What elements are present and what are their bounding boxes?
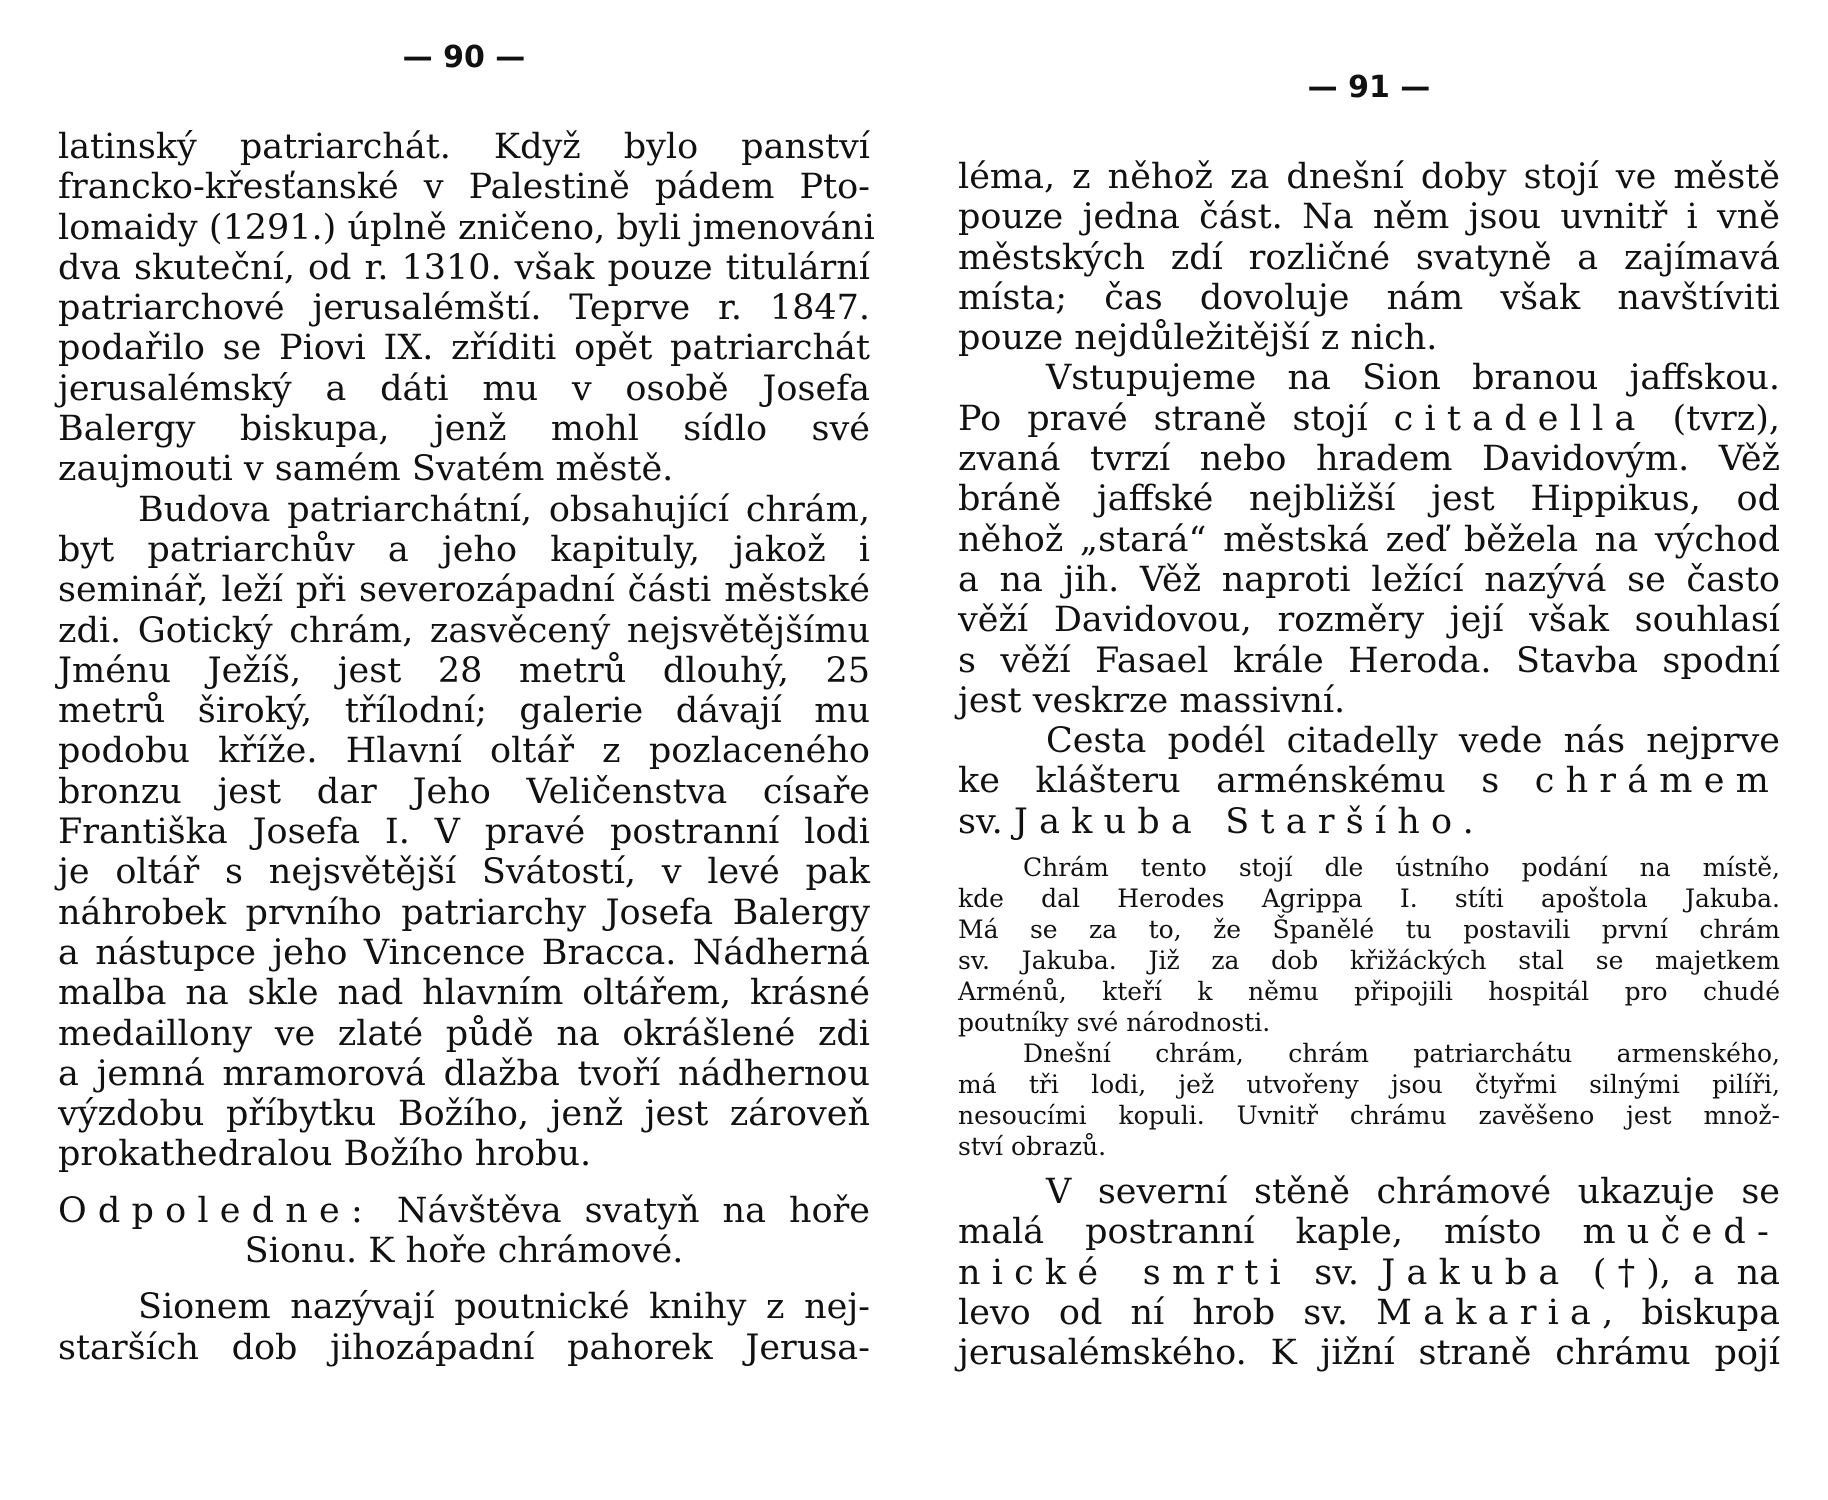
- text-line: Sionem nazývají poutnické knihy z nej-: [138, 1287, 870, 1328]
- text-line: podařilo se Piovi IX. zříditi opět patriarchát: [58, 328, 870, 369]
- left-page-text: [58, 127, 875, 1368]
- text-line: věží Davidovou, rozměry její však souhlasí: [958, 600, 1780, 641]
- note-line: sv. Jakuba. Již za dob křižáckých stal se majetkem: [958, 946, 1780, 976]
- text-line: Jménu Ježíš, jest 28 metrů dlouhý, 25: [58, 650, 870, 691]
- spaced-term: Makaria: [1376, 1292, 1603, 1333]
- right-page: [958, 0, 1780, 1500]
- text-line: Po pravé straně stojí citadella (tvrz),: [958, 398, 1780, 439]
- text-line: pouze jedna část. Na něm jsou uvnitř i vně: [958, 197, 1780, 238]
- note-line: Arménů, kteří k němu připojili hospitál pro chudé: [958, 977, 1780, 1007]
- spaced-term: citadella: [1393, 398, 1647, 439]
- text-line: výzdobu příbytku Božího, jenž jest zároveň: [58, 1094, 870, 1135]
- text-line: Cesta podél citadelly vede nás nejprve: [1046, 721, 1780, 762]
- heading-spaced-word: Odpoledne:: [58, 1190, 374, 1231]
- text-line: levo od ní hrob sv. Makaria, biskupa: [958, 1292, 1780, 1333]
- text-line: městských zdí rozličné svatyně a zajímavá: [958, 237, 1780, 278]
- note-line: poutníky své národnosti.: [958, 1008, 1271, 1038]
- text-line: něhož „stará“ městská zeď běžela na východ: [958, 519, 1780, 560]
- text-line: a na jih. Věž naproti ležící nazývá se často: [958, 559, 1780, 600]
- text-line: medaillony ve zlaté půdě na okrášlené zdi: [58, 1013, 870, 1054]
- text-line: zvaná tvrzí nebo hradem Davidovým. Věž: [958, 439, 1780, 480]
- text-line: latinský patriarchát. Když bylo panství: [58, 127, 870, 167]
- text-line: s věží Fasael krále Heroda. Stavba spodní: [958, 640, 1780, 681]
- section-heading-line2: Sionu. K hoře chrámové.: [244, 1231, 684, 1272]
- text-line: a jemná mramorová dlažba tvoří nádhernou: [58, 1053, 870, 1094]
- text-line: jerusalémského. K jižní straně chrámu pojí: [958, 1333, 1780, 1374]
- note-line: ství obrazů.: [958, 1132, 1107, 1162]
- page-number-right: — 91 —: [1307, 70, 1431, 105]
- left-page: [58, 0, 875, 1500]
- note-line: Má se za to, že Španělé tu postavili první chrám: [958, 915, 1780, 945]
- page-number-left: — 90 —: [402, 40, 526, 75]
- text-line: Františka Josefa I. V pravé postranní lodi: [58, 812, 870, 853]
- right-page-text: [958, 157, 1780, 1374]
- text-line: pouze nejdůležitější z nich.: [958, 318, 1438, 359]
- text-line: prokathedralou Božího hrobu.: [58, 1134, 592, 1175]
- note-line: kde dal Herodes Agrippa I. stíti apoštola Jakuba.: [958, 884, 1780, 914]
- text-line: patriarchové jerusalémští. Teprve r. 1847.: [58, 288, 870, 329]
- text-line: V severní stěně chrámové ukazuje se: [1046, 1172, 1780, 1213]
- text-line: byt patriarchův a jeho kapituly, jakož i: [58, 529, 870, 570]
- text-line: zdi. Gotický chrám, zasvěcený nejsvětějšímu: [58, 610, 870, 651]
- text-line: jest veskrze massivní.: [958, 680, 1346, 721]
- text-line: Budova patriarchátní, obsahující chrám,: [138, 489, 870, 530]
- section-heading: Odpoledne: Návštěva svatyň na hoře: [58, 1190, 870, 1231]
- text-line: místa; čas dovoluje nám však navštíviti: [958, 277, 1780, 318]
- text-line: lomaidy (1291.) úplně zničeno, byli jmenováni: [58, 207, 875, 248]
- text-line: seminář, leží při severozápadní části městské: [58, 570, 870, 611]
- text-line: náhrobek prvního patriarchy Josefa Balergy: [58, 892, 870, 933]
- text-line: ke klášteru arménskému s chrámem: [958, 761, 1780, 802]
- note-line: má tři lodi, jež utvořeny jsou čtyřmi silnými pilíři,: [958, 1070, 1780, 1100]
- text-line: nické smrti sv. Jakuba (†), a na: [958, 1252, 1780, 1293]
- text-line: jerusalémský a dáti mu v osobě Josefa: [58, 368, 870, 409]
- spaced-term: nické smrti: [958, 1252, 1292, 1293]
- text-line: bronzu jest dar Jeho Veličenstva císaře: [58, 771, 870, 812]
- spaced-term: Jakuba: [1381, 1252, 1571, 1293]
- text-line: dva skuteční, od r. 1310. však pouze titulární: [58, 247, 870, 288]
- text-line: starších dob jihozápadní pahorek Jerusa-: [58, 1327, 870, 1368]
- spaced-term: Jakuba Staršího.: [1013, 801, 1486, 842]
- text-line: je oltář s nejsvětější Svátostí, v levé pak: [58, 852, 870, 893]
- text-line: sv. Jakuba Staršího.: [958, 801, 1486, 842]
- note-line: Dnešní chrám, chrám patriarchátu armenského,: [1023, 1039, 1780, 1069]
- text-line: metrů široký, třílodní; galerie dávají mu: [58, 691, 870, 732]
- text-line: bráně jaffské nejbližší jest Hippikus, od: [958, 479, 1780, 520]
- text-line: francko-křesťanské v Palestině pádem Pto-: [58, 167, 870, 208]
- text-line: malba na skle nad hlavním oltářem, krásné: [58, 973, 870, 1014]
- spaced-term: mučed-: [1582, 1212, 1780, 1253]
- spaced-term: chrámem: [1534, 761, 1780, 802]
- text-line: zaujmouti v samém Svatém městě.: [58, 449, 674, 490]
- text-line: Balergy biskupa, jenž mohl sídlo své: [58, 409, 870, 450]
- text-line: Vstupujeme na Sion branou jaffskou.: [1046, 358, 1780, 399]
- note-line: Chrám tento stojí dle ústního podání na místě,: [1023, 853, 1780, 883]
- text-line: léma, z něhož za dnešní doby stojí ve městě: [958, 157, 1780, 197]
- note-line: nesoucími kopuli. Uvnitř chrámu zavěšeno jest množ-: [958, 1101, 1780, 1131]
- text-line: a nástupce jeho Vincence Bracca. Nádherná: [58, 932, 870, 973]
- text-line: podobu kříže. Hlavní oltář z pozlaceného: [58, 731, 870, 772]
- text-line: malá postranní kaple, místo mučed-: [958, 1212, 1780, 1253]
